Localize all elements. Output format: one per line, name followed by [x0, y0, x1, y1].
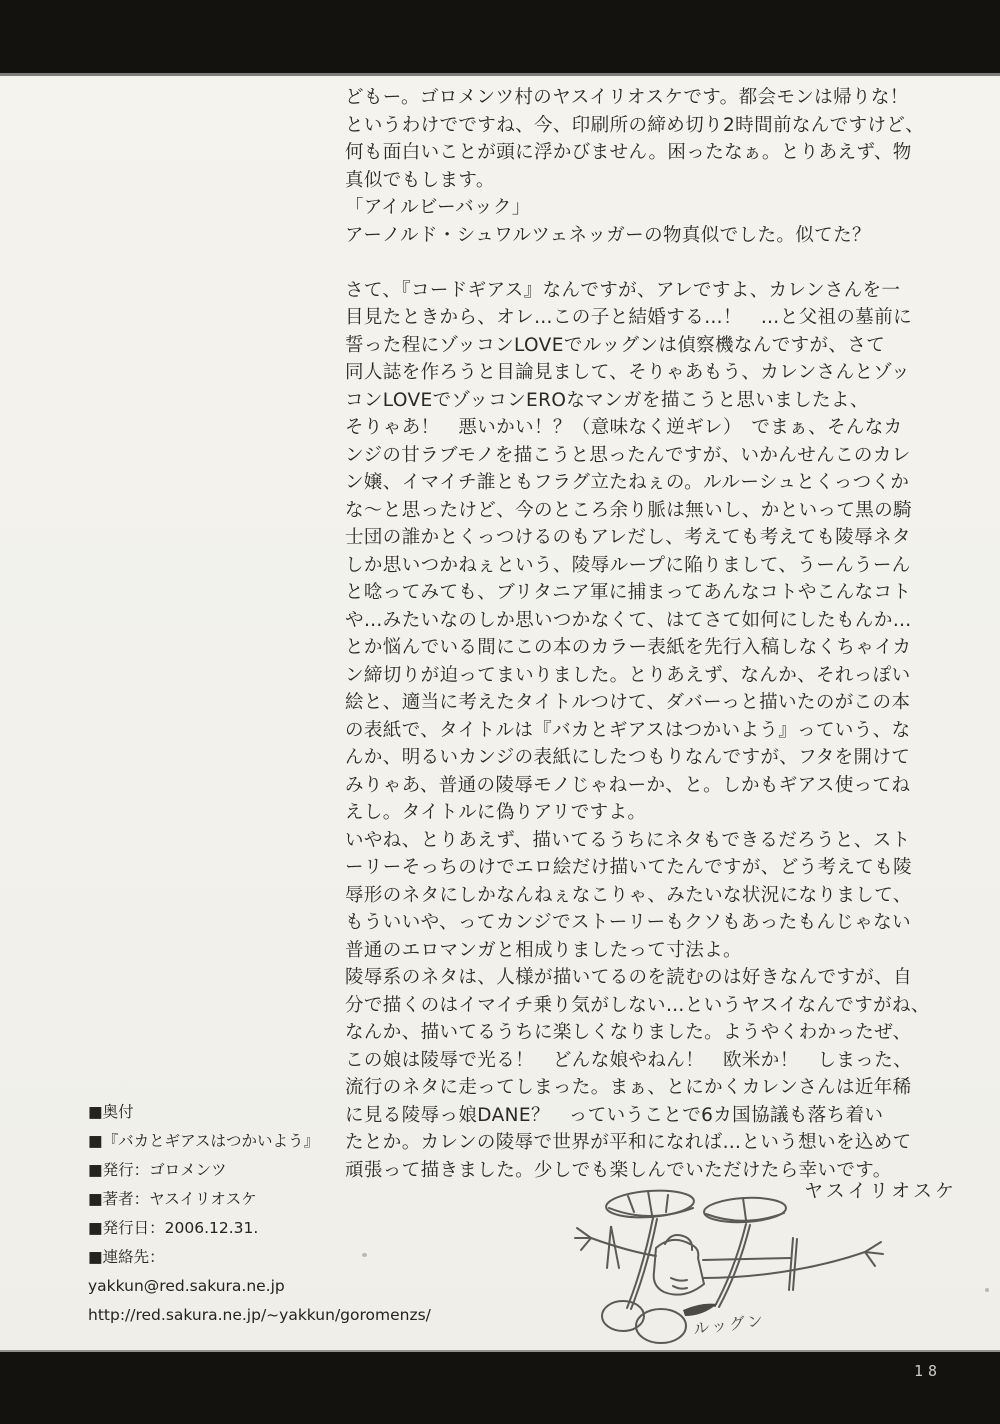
afterword-text-line: アーノルド・シュワルツェネッガーの物真似でした。似てた？ — [345, 224, 871, 246]
author-signature: ヤスイリオスケ — [804, 1180, 957, 1202]
afterword-text-line: なんか、描いてるうちに楽しくなりました。ようやくわかったぜ、 — [345, 1022, 912, 1043]
afterword-text-line: とか悩んでいる間にこの本のカラー表紙を先行入稿しなくちゃイカ — [345, 637, 912, 658]
afterword-text-line: コンLOVEでゾッコンEROなマンガを描こうと思いましたよ、 — [345, 389, 869, 411]
afterword-text-line: 目見たときから、オレ…この子と結婚する…！ …と父祖の墓前に — [345, 307, 913, 328]
afterword-text-line: 辱形のネタにしかなんねぇなこりゃ、みたいな状況になりまして、 — [345, 884, 912, 906]
afterword-text-line: の表紙で、タイトルは『バカとギアスはつかいよう』っていう、な — [345, 719, 911, 741]
afterword-text-line: もういいや、ってカンジでストーリーもクソもあったもんじゃない — [345, 912, 911, 933]
afterword-text-line: 分で描くのはイマイチ乗り気がしない…というヤスイなんですがね、 — [345, 994, 930, 1016]
colophon-line: ■発行：ゴロメンツ — [88, 1161, 227, 1179]
colophon-line: ■発行日：2006.12.31. — [88, 1219, 259, 1237]
afterword-text-line: この娘は陵辱で光る！ どんな娘やねん！ 欧米か！ しまった、 — [345, 1049, 913, 1071]
afterword-text-line: いやね、とりあえず、描いてるうちにネタもできるだろうと、スト — [345, 829, 911, 851]
doodle-caption: ルッグン — [692, 1310, 767, 1339]
scan-speck — [362, 1253, 367, 1257]
afterword-text-line: 流行のネタに走ってしまった。まぁ、とにかくカレンさんは近年稀 — [345, 1077, 912, 1098]
bottom-black-band — [0, 1350, 1000, 1424]
afterword-text-line: さて、『コードギアス』なんですが、アレですよ、カレンさんを一 — [345, 279, 901, 301]
colophon-line: ■『バカとギアスはつかいよう』 — [88, 1132, 320, 1150]
afterword-text-line: そりゃあ！ 悪いかい！？（意味なく逆ギレ） でまぁ、そんなカ — [345, 417, 903, 438]
afterword-text-line — [345, 249, 965, 277]
afterword-text — [345, 84, 965, 1184]
afterword-text-line: みりゃあ、普通の陵辱モノじゃねーか、と。しかもギアス使ってね — [345, 774, 911, 796]
afterword-text-line: 絵と、適当に考えたタイトルつけて、ダバーっと描いたのがこの本 — [345, 692, 911, 713]
afterword-text-line: どもー。ゴロメンツ村のヤスイリオスケです。都会モンは帰りな！ — [345, 87, 909, 108]
afterword-text-line: ンジの甘ラブモノを描こうと思ったんですが、いかんせんこのカレ — [345, 444, 911, 466]
colophon-line: ■奥付 — [88, 1103, 134, 1121]
afterword-text-line: 普通のエロマンガと相成りましたって寸法よ。 — [345, 939, 742, 961]
colophon-line: http://red.sakura.ne.jp/~yakkun/goromenzs/ — [88, 1306, 431, 1324]
afterword-text-line: 何も面白いことが頭に浮かびません。困ったなぁ。とりあえず、物 — [345, 142, 912, 163]
afterword-text-line: や…みたいなのしか思いつかなくて、はてさて如何にしたもんか… — [345, 609, 912, 631]
afterword-text-line: んか、明るいカンジの表紙にしたつもりなんですが、フタを開けて — [345, 747, 911, 768]
afterword-text-line: たとか。カレンの陵辱で世界が平和になれば…という想いを込めて — [345, 1132, 912, 1153]
afterword-text-line: 陵辱系のネタは、人様が描いてるのを読むのは好きなんですが、自 — [345, 967, 913, 988]
page-number: 18 — [913, 1362, 942, 1380]
afterword-text-line: な〜と思ったけど、今のところ余り脈は無いし、かといって黒の騎 — [345, 499, 913, 521]
colophon-line: ■著者：ヤスイリオスケ — [88, 1190, 257, 1208]
afterword-text-line: 士団の誰かとくっつけるのもアレだし、考えても考えても陵辱ネタ — [345, 527, 911, 548]
colophon-line: yakkun@red.sakura.ne.jp — [88, 1277, 285, 1295]
afterword-text-line: 真似でもします。 — [345, 169, 495, 191]
afterword-text-line: 誓った程にゾッコンLOVEでルッグンは偵察機なんですが、さて — [345, 334, 886, 356]
afterword-text-line: ーリーそっちのけでエロ絵だけ描いてたんですが、どう考えても陵 — [345, 857, 913, 878]
scan-speck — [985, 1288, 989, 1292]
afterword-text-line: ン嬢、イマイチ誰ともフラグ立たねぇの。ルルーシュとくっつくか — [345, 472, 910, 493]
afterword-text-line: 「アイルビーバック」 — [345, 197, 531, 218]
colophon-line: ■連絡先： — [88, 1248, 165, 1266]
afterword-text-line: えし。タイトルに偽りアリですよ。 — [345, 802, 647, 823]
afterword-text-line: というわけでですね、今、印刷所の締め切り2時間前なんですけど、 — [345, 114, 925, 136]
afterword-text-line: 頑張って描きました。少しでも楽しんでいただけたら幸いです。 — [345, 1159, 892, 1181]
top-black-band — [0, 0, 1000, 76]
afterword-text-line: と唸ってみても、ブリタニア軍に捕まってあんなコトやこんなコト — [345, 582, 912, 603]
afterword-text-line: 同人誌を作ろうと目論見まして、そりゃあもう、カレンさんとゾッ — [345, 362, 911, 383]
colophon-block — [88, 1098, 448, 1330]
afterword-text-line: に見る陵辱っ娘DANE？ っていうことで6カ国協議も落ち着い — [345, 1104, 884, 1126]
afterword-text-line: ン締切りが迫ってまいりました。とりあえず、なんか、それっぽい — [345, 664, 911, 686]
afterword-text-line: しか思いつかねぇという、陵辱ループに陥りまして、うーんうーん — [345, 554, 911, 576]
